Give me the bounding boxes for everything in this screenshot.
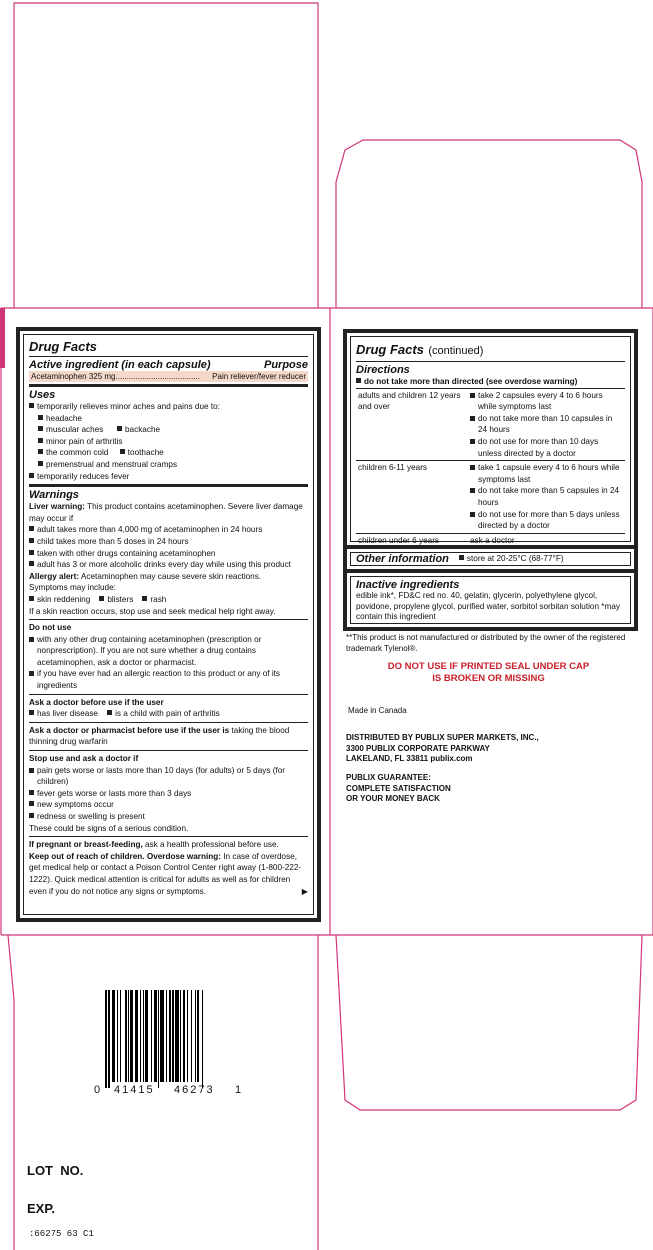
made-in-canada: Made in Canada xyxy=(348,706,407,715)
barcode-bar xyxy=(195,990,196,1082)
table-row: children 6-11 years take 1 capsule every 4 to 6 hours while symptoms last do not take more than 5 capsules in 24 hours do not use for more than 5 days unless directed by a doctor xyxy=(356,461,625,534)
directions-header: Directions xyxy=(356,364,410,376)
barcode-bar xyxy=(140,990,141,1082)
lot-number-label: LOT NO. xyxy=(27,1163,84,1178)
barcode xyxy=(105,990,231,1090)
barcode-bar xyxy=(128,990,129,1082)
barcode-bar xyxy=(158,990,159,1088)
barcode-bar xyxy=(143,990,144,1082)
barcode-bar xyxy=(117,990,118,1082)
barcode-bar xyxy=(108,990,109,1088)
table-row: children under 6 years ask a doctor xyxy=(356,533,625,547)
barcode-bar xyxy=(175,990,178,1082)
barcode-bar xyxy=(120,990,121,1082)
active-ingredient-name: Acetaminophen 325 mg xyxy=(31,372,116,381)
drug-facts-continued-panel xyxy=(343,329,638,549)
continue-arrow-icon: ▶ xyxy=(301,886,308,896)
barcode-right-digit: 1 xyxy=(235,1084,242,1096)
barcode-bar xyxy=(197,990,199,1082)
barcode-bar xyxy=(125,990,127,1082)
seal-warning: DO NOT USE IF PRINTED SEAL UNDER CAP IS BROKEN OR MISSING xyxy=(387,661,590,684)
ask-pharmacist-section: Ask a doctor or pharmacist before use if the user is taking the blood thinning drug warfarin xyxy=(29,725,290,747)
barcode-bar xyxy=(191,990,192,1082)
directions-warning: do not take more than directed (see overdose warning) xyxy=(356,376,625,388)
barcode-bar xyxy=(145,990,147,1082)
drug-facts-panel xyxy=(16,327,321,922)
purpose-header: Purpose xyxy=(263,359,308,371)
barcode-bar xyxy=(169,990,170,1082)
active-ingredient-purpose: Pain reliever/fever reducer xyxy=(212,372,306,381)
do-not-use-section: Do not use with any other drug containing acetaminophen (prescription or nonprescription). If you are not sure whether a drug contains acetaminophen, ask a doctor or pharmacist. if you have ever had an allergic reaction to this product or any of its ingredients xyxy=(29,623,281,691)
barcode-bar xyxy=(135,990,138,1082)
expiration-label: EXP. xyxy=(27,1201,55,1216)
stop-use-section: Stop use and ask a doctor if pain gets worse or lasts more than 10 days (for adults) or 5 days (for children) fever gets worse or lasts more than 3 days new symptoms occur redness or swelling is present These could be signs of a serious condition. xyxy=(29,754,286,833)
barcode-bar xyxy=(105,990,107,1088)
barcode-bar xyxy=(180,990,181,1082)
ask-doctor-section: Ask a doctor before use if the user has liver disease is a child with pain of arthritis xyxy=(29,697,220,719)
barcode-bar xyxy=(160,990,163,1082)
warnings-header: Warnings xyxy=(29,489,79,502)
barcode-left-digit: 0 xyxy=(94,1084,102,1096)
active-ingredient-row xyxy=(29,371,308,382)
active-ingredient-header: Active ingredient (in each capsule) xyxy=(29,359,211,371)
barcode-bar xyxy=(154,990,156,1082)
pregnancy-overdose-section: If pregnant or breast-feeding, ask a health professional before use. Keep out of reach of children. Overdose warning: In case of overdose, get medical help or contact a Poison Control Center right away (1-800-222-1222). Quick medical attention is critical for adults as well as for children even if you do not notice any signs or symptoms. ▶ xyxy=(29,840,308,896)
continued-label: (continued) xyxy=(428,345,484,357)
barcode-digits-1: 41415 xyxy=(114,1084,155,1096)
barcode-bar xyxy=(112,990,115,1082)
barcode-bar xyxy=(183,990,185,1082)
uses-list: temporarily relieves minor aches and pains due to: headache muscular aches backache minor pain of arthritis the common cold toothache premenstrual and menstrual cramps temporarily reduces fever xyxy=(29,401,308,482)
other-information-text: store at 20-25°C (68-77°F) xyxy=(466,554,564,564)
barcode-bar xyxy=(172,990,174,1082)
inactive-ingredients-text: edible ink*, FD&C red no. 40, gelatin, glycerin, polyethylene glycol, povidone, propylene glycol, purified water, sorbitol sorbitan solution *may contain this ingredient xyxy=(356,591,620,621)
inactive-ingredients-panel xyxy=(343,569,638,631)
distributor-info: DISTRIBUTED BY PUBLIX SUPER MARKETS, INC., 3300 PUBLIX CORPORATE PARKWAY LAKELAND, FL 33811 publix.com xyxy=(346,733,539,763)
barcode-bar xyxy=(151,990,152,1082)
barcode-bar xyxy=(202,990,203,1088)
publix-guarantee: PUBLIX GUARANTEE: COMPLETE SATISFACTION OR YOUR MONEY BACK xyxy=(346,773,451,803)
barcode-bar xyxy=(166,990,167,1082)
directions-table xyxy=(356,388,625,548)
barcode-bars xyxy=(105,990,231,1082)
inactive-ingredients-header: Inactive ingredients xyxy=(356,579,460,591)
table-row: adults and children 12 years and over take 2 capsules every 4 to 6 hours while symptoms last do not take more than 10 capsules in 24 hours do not use for more than 10 days unless directed by a doctor xyxy=(356,388,625,461)
other-information-header: Other information xyxy=(356,553,449,565)
barcode-bar xyxy=(130,990,132,1082)
drug-facts-continued-title: Drug Facts xyxy=(356,342,424,357)
uses-header: Uses xyxy=(29,389,56,401)
trademark-note: **This product is not manufactured or distributed by the owner of the registered trademark Tylenol®. xyxy=(346,633,626,653)
active-ingredient-dots: ...................................... xyxy=(115,372,200,381)
warnings-text: Liver warning: This product contains acetaminophen. Severe liver damage may occur if adult takes more than 4,000 mg of acetaminophen in 24 hours child takes more than 5 doses in 24 hours taken with other drugs containing acetaminophen adult has 3 or more alcoholic drinks every day while using this product Allergy alert: Acetaminophen may cause severe skin reactions. Symptoms may include: skin reddening blisters rash If a skin reaction occurs, stop use and seek medical help right away. xyxy=(29,502,303,616)
barcode-digits-2: 46273 xyxy=(174,1084,215,1096)
drug-facts-title: Drug Facts xyxy=(29,339,97,354)
package-code: :66275 63 C1 xyxy=(29,1229,94,1239)
barcode-bar xyxy=(187,990,188,1082)
